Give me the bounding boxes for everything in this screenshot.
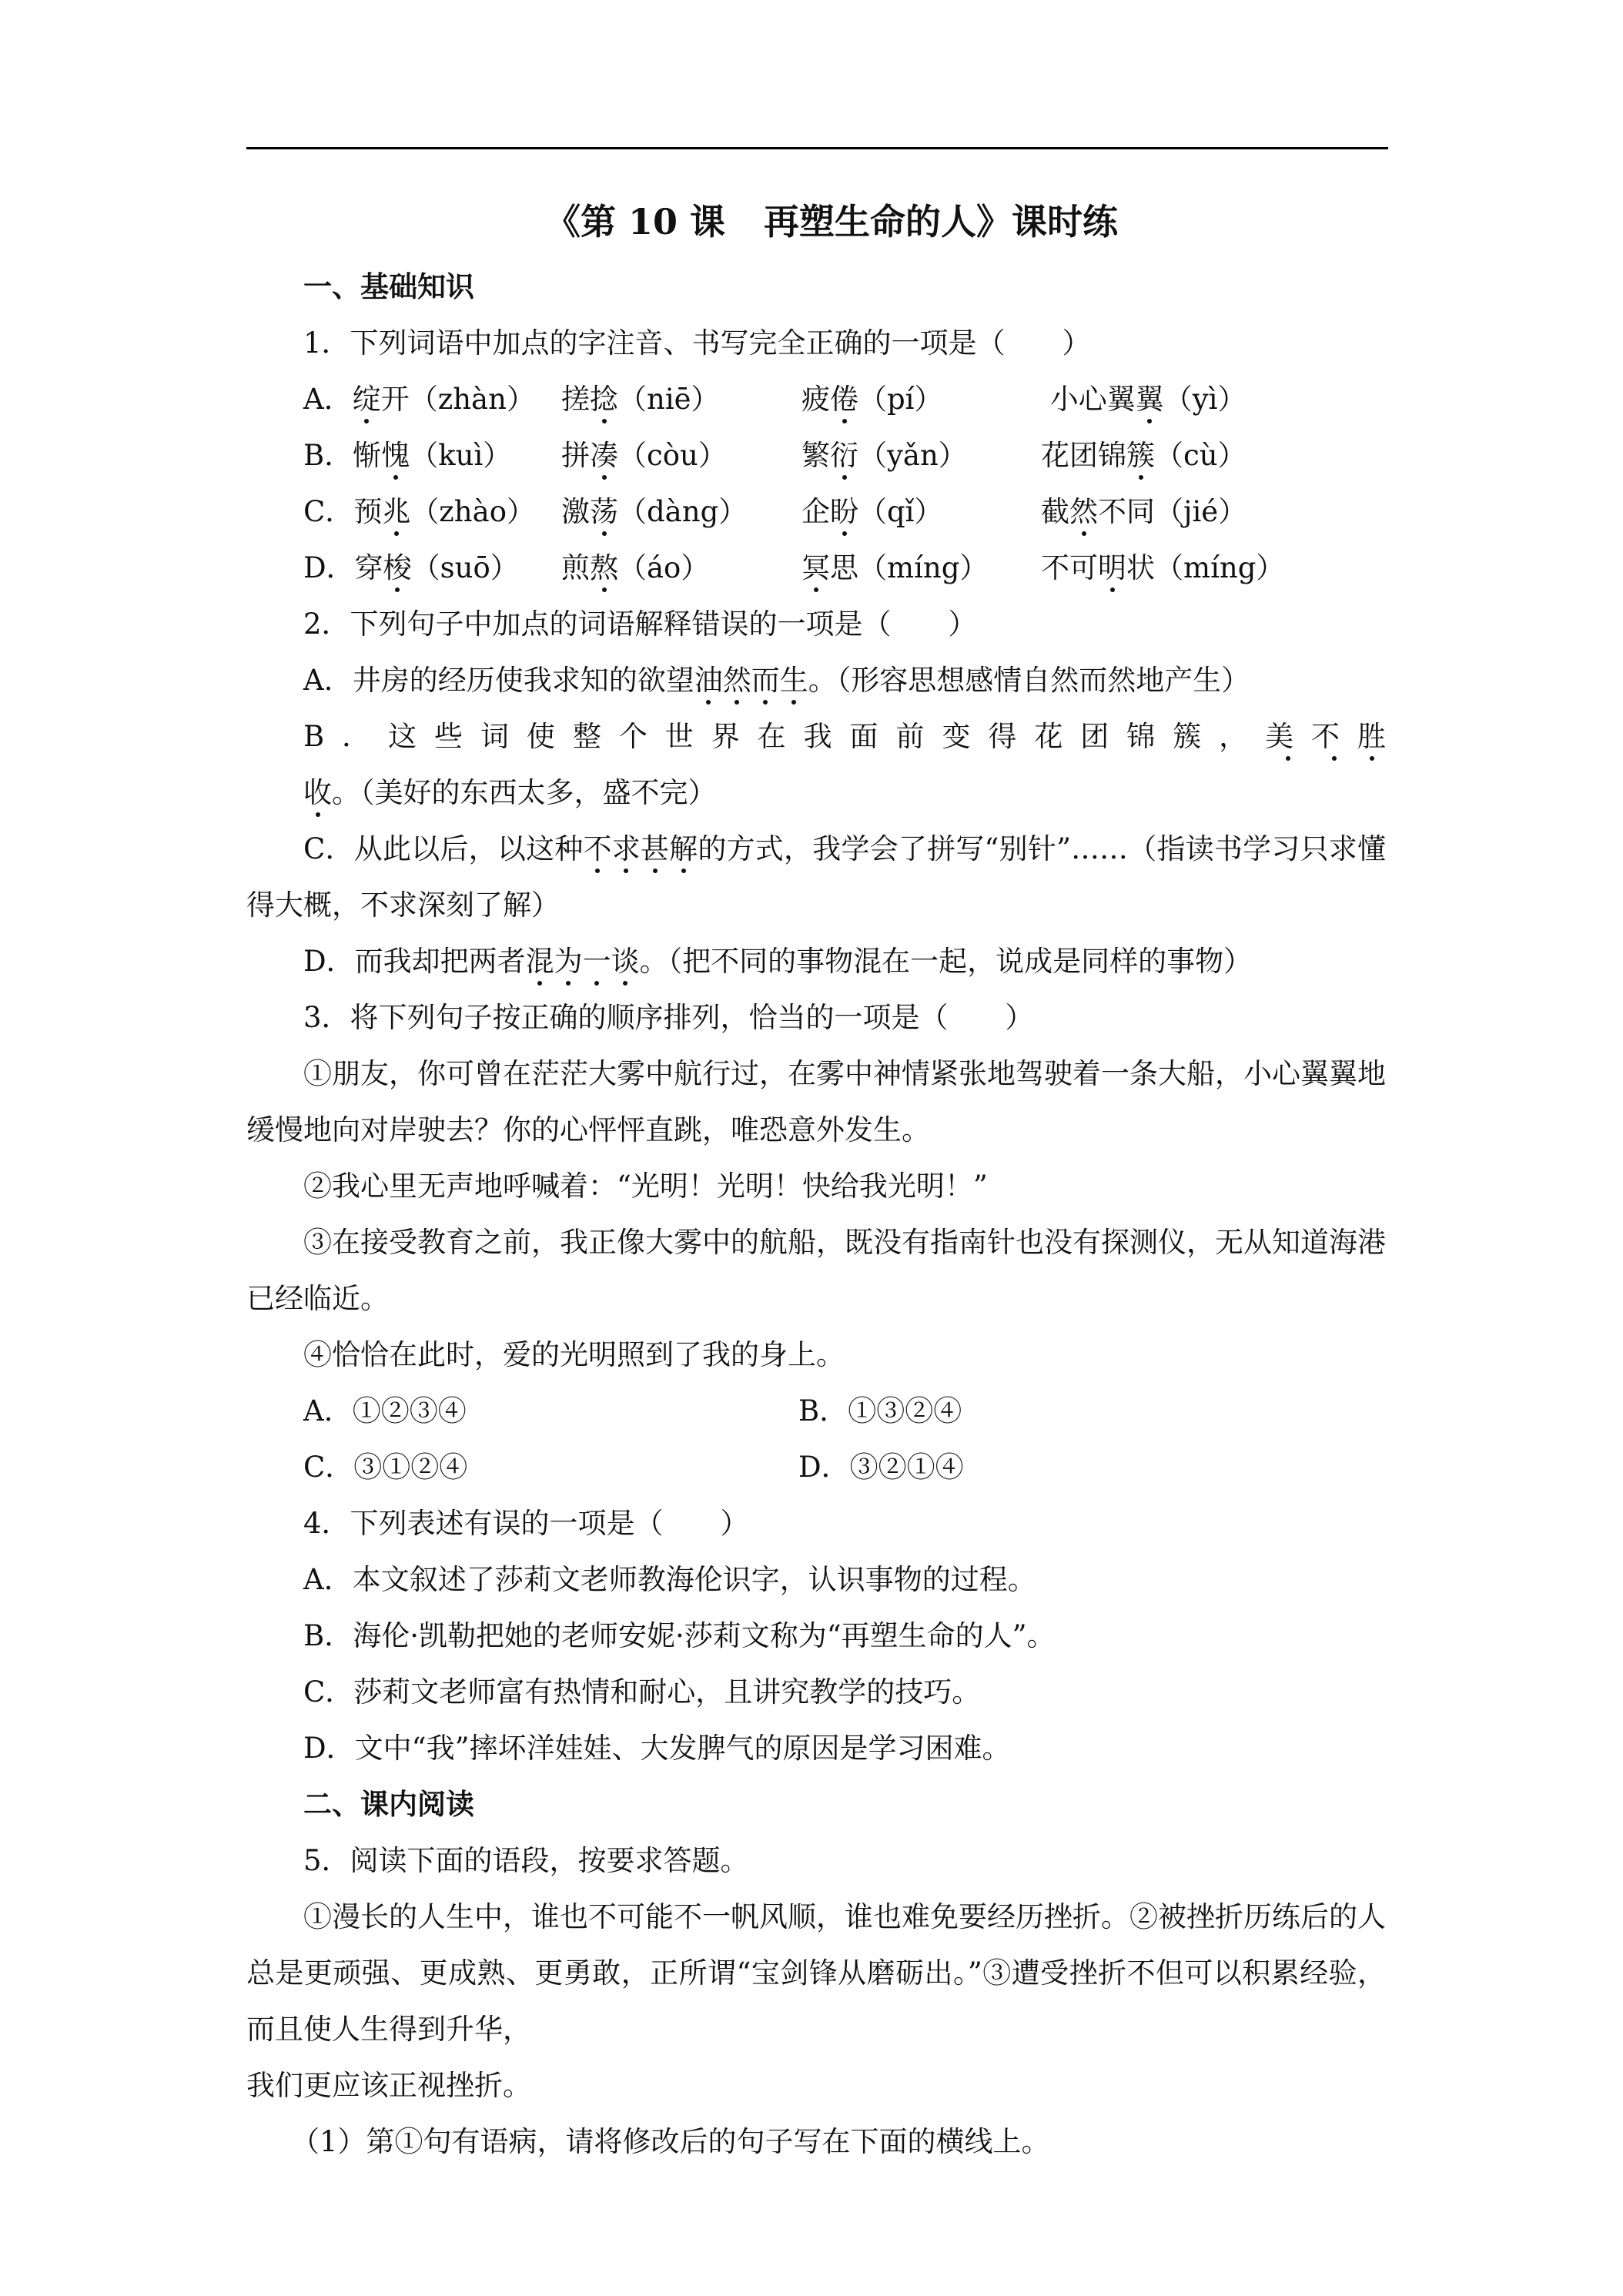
dotted-character: 解	[669, 832, 698, 865]
q1-b-item-4: 花团锦簇（cù）	[1041, 439, 1247, 472]
section-heading-reading: 二、课内阅读	[303, 1787, 474, 1821]
q3-sentence-4: ④恰恰在此时，爱的光明照到了我的身上。	[303, 1338, 845, 1371]
dotted-character: 油	[694, 664, 723, 697]
dotted-character: 甚	[640, 832, 670, 865]
dotted-character: 为	[554, 945, 583, 978]
dotted-character: 收	[303, 776, 332, 809]
dotted-character: 一	[582, 945, 611, 978]
q1-a-item-1: A．绽开（zhàn）	[303, 383, 535, 416]
dotted-character: 不	[1311, 720, 1357, 753]
worksheet-page	[246, 185, 1386, 2170]
question-1-stem: 1．下列词语中加点的字注音、书写完全正确的一项是（ ）	[303, 326, 1091, 360]
q1-option-row-b	[246, 427, 1386, 484]
q1-option-row-c	[246, 484, 1386, 540]
section-heading-basics: 一、基础知识	[303, 269, 474, 303]
question-5-stem: 5．阅读下面的语段，按要求答题。	[303, 1844, 749, 1877]
dotted-character: 生	[779, 664, 808, 697]
q5-subquestion-1: （1）第①句有语病，请将修改后的句子写在下面的横线上。	[291, 2125, 1050, 2158]
q1-option-row-d	[246, 540, 1386, 596]
q1-c-item-4: 截然不同（jié）	[1041, 495, 1247, 528]
q3-option-b: B．①③②④	[798, 1394, 962, 1427]
page-title	[277, 185, 1386, 259]
dotted-character: 谈	[611, 945, 640, 978]
dotted-character: 美	[1265, 720, 1312, 753]
q1-d-item-3: 冥思（míng）	[801, 551, 989, 584]
q2-option-d: D．而我却把两者混为一谈。（把不同的事物混在一起，说成是同样的事物）	[303, 945, 1253, 978]
q1-c-item-3: 企盼（qǐ）	[801, 495, 943, 528]
question-1-options	[246, 371, 1386, 596]
q1-b-item-2: 拼凑（còu）	[561, 439, 727, 472]
q2-c-dotted-word	[584, 832, 698, 865]
q1-c-item-2: 激荡（dàng）	[561, 495, 748, 528]
q4-option-a: A．本文叙述了莎莉文老师教海伦识字，认识事物的过程。	[303, 1563, 1036, 1596]
header-rule	[246, 147, 1388, 149]
q1-a-item-4: 小心翼翼（yì）	[1049, 383, 1247, 416]
q3-sentence-3: ③在接受教育之前，我正像大雾中的航船，既没有指南针也没有探测仪，无从知道海港已经临近。	[246, 1226, 1386, 1315]
question-3-stem: 3．将下列句子按正确的顺序排列，恰当的一项是（ ）	[303, 1001, 1034, 1034]
dotted-character: 然	[722, 664, 751, 697]
q5-passage-end: 我们更应该正视挫折。	[246, 2069, 531, 2102]
q2-a-dotted-word	[694, 664, 808, 697]
q1-d-item-4: 不可明状（míng）	[1041, 551, 1285, 584]
q1-d-item-2: 煎熬（áo）	[561, 551, 710, 584]
q3-options-row-1	[246, 1383, 1386, 1439]
q3-sentence-2: ②我心里无声地呼喊着：“光明！光明！快给我光明！”	[303, 1170, 988, 1203]
dotted-character: 混	[525, 945, 554, 978]
q3-option-c: C．③①②④	[303, 1451, 468, 1484]
dotted-character: 胜	[1357, 720, 1386, 753]
q1-b-item-1: B．惭愧（kuì）	[303, 439, 512, 472]
question-2-stem: 2．下列句子中加点的词语解释错误的一项是（ ）	[303, 607, 977, 641]
q1-a-item-3: 疲倦（pí）	[801, 383, 943, 416]
q1-d-item-1: D．穿梭（suō）	[303, 551, 519, 584]
q3-option-d: D．③②①④	[798, 1451, 964, 1484]
title-part-lesson: 《第 10 课	[544, 201, 726, 243]
q2-d-dotted-word	[526, 945, 640, 978]
q2-option-b: B．这些词使整个世界在我面前变得花团锦簇，美不胜收。（美好的东西太多，盛不完）	[303, 720, 1386, 809]
dotted-character: 求	[611, 832, 641, 865]
q2-option-a: A．井房的经历使我求知的欲望油然而生。（形容思想感情自然而然地产生）	[303, 664, 1250, 697]
q4-option-b: B．海伦·凯勒把她的老师安妮·莎莉文称为“再塑生命的人”。	[303, 1619, 1056, 1652]
q2-option-c: C．从此以后，以这种不求甚解的方式，我学会了拼写“别针”……（指读书学习只求懂得大概，不求深刻了解）	[246, 832, 1386, 922]
q3-sentence-1: ①朋友，你可曾在茫茫大雾中航行过，在雾中神情紧张地驾驶着一条大船，小心翼翼地缓慢地向对岸驶去？你的心怦怦直跳，唯恐意外发生。	[246, 1057, 1386, 1146]
q1-option-row-a	[246, 371, 1386, 427]
title-part-name: 再塑生命的人》课时练	[764, 201, 1119, 243]
q5-passage: ①漫长的人生中，谁也不可能不一帆风顺，谁也难免要经历挫折。②被挫折历练后的人总是更顽强、更成熟、更勇敢，正所谓“宝剑锋从磨砺出。”③遭受挫折不但可以积累经验，而且使人生得到升华，	[246, 1900, 1386, 2046]
question-4-stem: 4．下列表述有误的一项是（ ）	[303, 1507, 749, 1540]
q1-c-item-1: C．预兆（zhào）	[303, 495, 535, 528]
dotted-character: 而	[751, 664, 780, 697]
q4-option-d: D．文中“我”摔坏洋娃娃、大发脾气的原因是学习困难。	[303, 1732, 1011, 1765]
q3-option-a: A．①②③④	[303, 1394, 467, 1427]
q1-b-item-3: 繁衍（yǎn）	[801, 439, 967, 472]
q4-option-c: C．莎莉文老师富有热情和耐心，且讲究教学的技巧。	[303, 1675, 981, 1709]
q3-options-row-2	[246, 1439, 1386, 1495]
q1-a-item-2: 搓捻（niē）	[561, 383, 720, 416]
dotted-character: 不	[583, 832, 612, 865]
